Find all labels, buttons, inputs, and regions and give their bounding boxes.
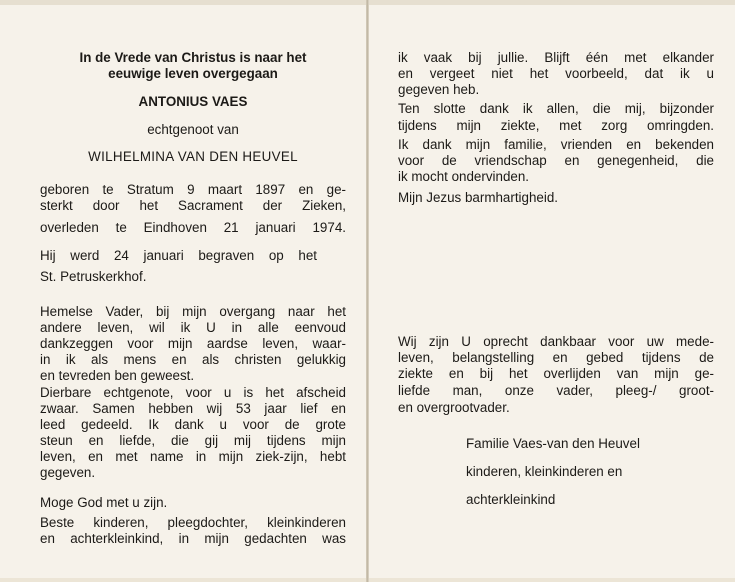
children-line: en achterkleinkind, in mijn gedachten was <box>40 531 346 546</box>
center-fold <box>366 0 369 582</box>
header-line-1: In de Vrede van Christus is naar het <box>79 50 307 65</box>
continuation-line: en vergeet niet het voorbeeld, dat ik u <box>398 66 714 81</box>
children-line: Beste kinderen, pleegdochter, kleinkinderen <box>40 515 346 530</box>
prayer-line: dankzeggen voor mijn aardse leven, waar- <box>40 336 346 351</box>
continuation-line: gegeven heb. <box>398 82 480 97</box>
thanks-line: voor de vriendschap en genegenheid, die <box>398 153 714 168</box>
blessing-line: Moge God met u zijn. <box>40 495 168 510</box>
thanks-line: tijdens mijn ziekte, met zorg omringden. <box>398 118 714 133</box>
signature-family: Familie Vaes-van den Heuvel <box>466 436 640 451</box>
spouse-farewell-line: Dierbare echtgenote, voor u is het afscheid <box>40 385 346 400</box>
spouse-farewell-line: leed gedeeld. Ik dank u voor de grote <box>40 417 346 432</box>
prayer-line: in ik als mens en als christen gelukkig <box>40 352 346 367</box>
spouse-name: WILHELMINA VAN DEN HEUVEL <box>88 149 298 164</box>
thanks-line: ik mocht ondervinden. <box>398 169 530 184</box>
acknowledgment-line: liefde man, onze vader, pleeg-/ groot- <box>398 383 714 398</box>
spouse-farewell-line: zwaar. Samen hebben wij 53 jaar lief en <box>40 401 346 416</box>
signature-great-grandchild: achterkleinkind <box>466 492 556 507</box>
bio-line: sterkt door het Sacrament der Zieken, <box>40 198 346 213</box>
acknowledgment-line: leven, belangstelling en gebed tijdens de <box>398 350 714 365</box>
thanks-line: Ik dank mijn familie, vrienden en bekenden <box>398 137 714 152</box>
header-line-2: eeuwige leven overgegaan <box>108 66 278 81</box>
prayer-line: Hemelse Vader, bij mijn overgang naar het <box>40 304 346 319</box>
relation-text: echtgenoot van <box>147 122 239 137</box>
thanks-line: Ten slotte dank ik allen, die mij, bijzonder <box>398 101 714 116</box>
burial-line: St. Petruskerkhof. <box>40 269 147 284</box>
signature-descendants: kinderen, kleinkinderen en <box>466 464 623 479</box>
acknowledgment-line: Wij zijn U oprecht dankbaar voor uw mede- <box>398 334 714 349</box>
bio-line: geboren te Stratum 9 maart 1897 en ge- <box>40 182 346 197</box>
spouse-farewell-line: leven, en met name in mijn ziek-zijn, hebt <box>40 449 346 464</box>
spouse-farewell-line: steun en liefde, die gij mij tijdens mijn <box>40 433 346 448</box>
spouse-farewell-line: gegeven. <box>40 465 96 480</box>
acknowledgment-line: ziekte en bij het overlijden van mijn ge- <box>398 366 714 381</box>
deceased-name: ANTONIUS VAES <box>138 94 248 109</box>
acknowledgment-line: en overgrootvader. <box>398 400 510 415</box>
continuation-line: ik vaak bij jullie. Blijft één met elkander <box>398 50 714 65</box>
bio-line: overleden te Eindhoven 21 januari 1974. <box>40 220 346 235</box>
prayer-line: en tevreden ben geweest. <box>40 368 195 383</box>
invocation-line: Mijn Jezus barmhartigheid. <box>398 190 559 205</box>
prayer-line: andere leven, wil ik U in alle eenvoud <box>40 320 346 335</box>
burial-line: Hij werd 24 januari begraven op het <box>40 248 317 263</box>
